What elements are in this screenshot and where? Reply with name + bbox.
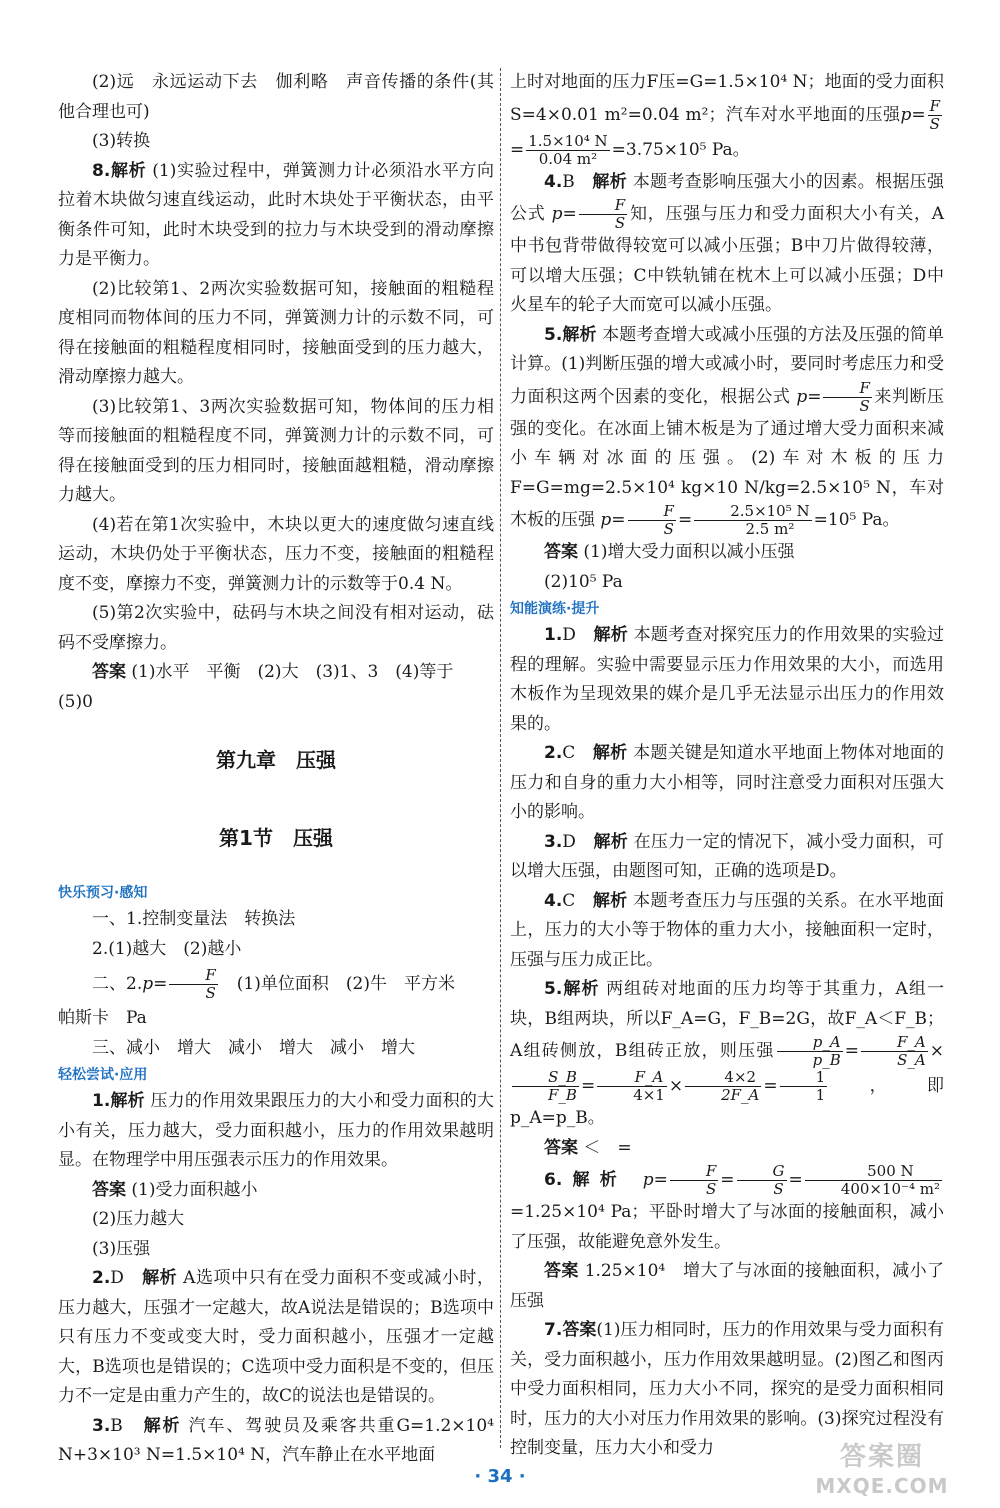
answer-line: (2)压力越大 — [92, 1209, 185, 1229]
analysis-label: 解析 — [110, 1091, 145, 1111]
fraction — [597, 1069, 667, 1104]
choice: D — [110, 1268, 124, 1288]
question-number: 1. — [92, 1091, 111, 1111]
question-number: 6. — [544, 1170, 563, 1190]
question-4: 4.B 解析 本题考查影响压强大小的因素。根据压强公式 p= $\frac{F}{S}$ 知，压强与压力和受力面积大小有关，A中书包背带做得较宽可以减小压强；B中刀片做得较薄，可以增大压强；C中铁轨铺在枕木上可以减小压强；D中火星车的轮子大而宽可以减小压强。 — [510, 171, 945, 315]
fraction — [737, 1163, 787, 1198]
numerator: G — [737, 1163, 787, 1181]
analysis-label: 解析 — [592, 171, 628, 192]
question-6: 6.解析 p= $\frac{F}{S}$ = $\frac{G}{S}$ = $\frac{500 N}{\text{400×10⁻⁴ m²}}$ =1.25×10⁴ Pa；平卧时增大了与冰面的接触面积，减小了压强，故能避免意外发生。 — [510, 1162, 944, 1252]
denominator: S — [929, 114, 940, 133]
watermark-line1: 答案圈 — [839, 1442, 924, 1472]
denominator: 2F_A — [721, 1086, 760, 1104]
answer-label: 答案 — [544, 1137, 578, 1158]
analysis-text: 压力的作用效果跟压力的大小和受力面积的大小有关，压力越大，受力面积越小，压力的作用效果越明显。在物理学中用压强表示压力的作用效果。 — [58, 1091, 495, 1170]
answer-label: 答案 — [544, 1261, 579, 1281]
denominator: 4×1 — [633, 1086, 665, 1104]
choice: B — [562, 171, 575, 192]
question-number: 8. — [92, 160, 111, 181]
section-title: 第1节 压强 — [219, 826, 333, 850]
analysis-text: 两组砖对地面的压力均等于其重力，A组一块，B组两块，所以F_A=G，F_B=2G，故F_A＜F_B；A组砖侧放，B组砖正放，则压强 — [510, 979, 945, 1061]
analysis-text: 汽车、驾驶员及乘客共重G=1.2×10⁴ N+3×10³ N=1.5×10⁴ N，汽车静止在水平地面 — [58, 1415, 494, 1465]
fraction — [823, 380, 871, 415]
numerator: F — [579, 197, 627, 215]
answer — [58, 658, 494, 688]
fraction — [169, 967, 217, 1002]
left-column — [58, 68, 494, 1471]
question-1 — [58, 1087, 494, 1176]
question-3 — [58, 1412, 494, 1471]
analysis-text: A选项中只有在受力面积不变或减小时，压力越大，压强才一定越大，故A说法是错误的；B选项中只有压力不变或变大时，受力面积越小，压强才一定越大，B选项也是错误的；C选项中受力面积是不变的，但压力不一定是由重力产生的，故C的说法也是错误的。 — [58, 1268, 494, 1406]
analysis-label: 解析 — [143, 1415, 182, 1436]
question-4 — [510, 887, 944, 976]
column-divider — [500, 68, 502, 1448]
result: =3.75×10⁵ Pa。 — [611, 139, 750, 160]
formula-line — [58, 964, 494, 1004]
analysis-text: 本题考查影响压强大小的因素。根据压强公式 — [510, 171, 945, 224]
chapter-title: 第九章 压强 — [216, 748, 336, 772]
fraction — [780, 1069, 828, 1104]
analysis-label: 解析 — [110, 160, 147, 181]
question-number: 5. — [544, 979, 563, 999]
fraction: $\frac{F}{S}$ — [628, 503, 676, 538]
choice: B — [110, 1415, 123, 1436]
question-2 — [510, 739, 944, 828]
analysis-text: 知，压强与压力和受力面积大小有关，A中书包背带做得较宽可以减小压强；B中刀片做得较薄，可以增大压强；C中铁轨铺在枕木上可以减小压强；D中火星车的轮子大而宽可以减小压强。 — [510, 204, 944, 315]
question-5: 5.解析 两组砖对地面的压力均等于其重力，A组一块，B组两块，所以F_A=G，F_B=2G，故F_A＜F_B；A组砖侧放，B组砖正放，则压强 $\frac{p\_A}{p\_B}$ = $\frac{F\_A}{S\_A}$ × $\frac{S\_B}{F\_B}$ = $\frac{F\_A}{4\times 1}$ × $\frac{4\times 2}{2F\_A}$ = $\frac{1}{1}$ ，即p_A=p_B。 — [510, 979, 945, 1128]
fraction — [526, 133, 609, 168]
choice: C — [562, 743, 576, 763]
answer-text: (1)增大受力面积以减小压强 — [583, 542, 795, 562]
answer-label: 答案 — [562, 1320, 597, 1340]
denominator: S — [205, 984, 216, 1002]
denominator: 400×10⁻⁴ m² — [840, 1180, 941, 1198]
denominator: p_B — [812, 1051, 841, 1069]
analysis-text: (1)实验过程中，弹簧测力计必须沿水平方向拉着木块做匀速直线运动，此时木块处于平衡状态，由平衡条件可知，此时木块受到的拉力与木块受到的滑动摩擦力是平衡力。 — [58, 160, 494, 269]
paragraph: 帕斯卡 Pa — [58, 1008, 147, 1028]
numerator: F_A — [861, 1034, 928, 1052]
paragraph: (2)比较第1、2两次实验数据可知，接触面的粗糙程度相同而物体间的压力不同，弹簧测力计的示数不同，可得在接触面的粗糙程度相同时，接触面受到的压力越大，滑动摩擦力越大。 — [58, 278, 494, 387]
paragraph: (3)比较第1、3两次实验数据可知，物体间的压力相等而接触面的粗糙程度不同，弹簧测力计的示数不同，可得在接触面受到的压力相同时，接触面越粗糙，滑动摩擦力越大。 — [58, 396, 494, 505]
question-number: 4. — [544, 171, 563, 192]
fraction — [861, 1034, 928, 1069]
item-label: 二、2. — [92, 974, 143, 994]
paragraph: (5)第2次实验中，砝码与木块之间没有相对运动，砝码不受摩擦力。 — [58, 603, 494, 653]
fraction — [579, 197, 627, 232]
numerator: S_B — [512, 1069, 579, 1087]
paragraph: 三、减小 增大 减小 增大 减小 增大 — [92, 1037, 415, 1058]
analysis-label: 解析 — [562, 979, 600, 999]
answer-text: (1)水平 平衡 (2)大 (3)1、3 (4)等于 — [131, 662, 454, 682]
analysis-text: 本题关键是知道水平地面上物体对地面的压力和自身的重力大小相等，同时注意受力面积对压强大小的影响。 — [510, 743, 945, 822]
numerator: F_A — [597, 1069, 667, 1087]
analysis-label: 解析 — [592, 890, 628, 911]
answer-text: (1)压力相同时，压力的作用效果与受力面积有关，受力面积越小，压力作用效果越明显。(2)图乙和图丙中受力面积相同，压力大小不同，探究的是受力面积相同时，压力的大小对压力作用效果的影响。(3)探究过程没有控制变量，压力大小和受力 — [510, 1320, 944, 1458]
fraction — [928, 98, 942, 133]
analysis-label: 解析 — [142, 1268, 178, 1288]
analysis-text: =1.25×10⁴ Pa；平卧时增大了与冰面的接触面积，减小了压强，故能避免意外发生。 — [510, 1202, 944, 1252]
analysis-text: 本题考查压力与压强的关系。在水平地面上，压力的大小等于物体的重力大小，接触面积一定时，压强与压力成正比。 — [510, 890, 945, 970]
question-3 — [510, 828, 944, 887]
answer-line: (2)10⁵ Pa — [544, 571, 623, 592]
analysis-label: 解析 — [562, 1170, 628, 1190]
section-heading: 快乐预习·感知 — [58, 885, 148, 901]
section-heading: 轻松尝试·应用 — [58, 1067, 148, 1083]
denominator: S — [614, 214, 626, 232]
section-heading: 知能演练·提升 — [510, 601, 600, 617]
denominator: S — [859, 396, 870, 415]
choice: D — [562, 625, 576, 645]
numerator: 500 N — [805, 1163, 942, 1181]
answer-line: (3)压强 — [92, 1238, 151, 1259]
answer-label: 答案 — [92, 1179, 126, 1200]
fraction — [670, 1163, 718, 1198]
answer — [510, 538, 944, 568]
denominator: S — [773, 1180, 784, 1198]
numerator: 4×2 — [685, 1069, 761, 1087]
result: =10⁵ Pa。 — [813, 510, 900, 530]
paragraph: 2.(1)越大 (2)越小 — [92, 938, 242, 959]
analysis-label: 解析 — [562, 324, 597, 345]
denominator: S_A — [897, 1051, 926, 1069]
question-number: 3. — [92, 1415, 111, 1436]
item-text: (1)单位面积 (2)牛 平方米 — [236, 974, 455, 994]
choice: D — [562, 831, 576, 852]
answer-text: (1)受力面积越小 — [131, 1179, 258, 1200]
numerator: F — [670, 1163, 718, 1181]
analysis-text: 本题考查增大或减小压强的方法及压强的简单计算。(1)判断压强的增大或减小时，要同时考虑压力和受力面积这两个因素的变化，根据公式 — [510, 324, 945, 407]
fraction — [512, 1069, 579, 1104]
numerator: p_A — [777, 1034, 843, 1052]
answer-text: 1.25×10⁴ 增大了与冰面的接触面积，减小了压强 — [510, 1261, 945, 1311]
answer — [58, 1176, 494, 1206]
denominator: 2.5 m² — [745, 520, 795, 538]
paragraph: (4)若在第1次实验中，木块以更大的速度做匀速直线运动，木块仍处于平衡状态，压力不变，接触面的粗糙程度不变，摩擦力不变，弹簧测力计的示数等于0.4 N。 — [58, 514, 494, 594]
numerator: 2.5×10⁵ N — [694, 503, 811, 521]
fraction — [777, 1034, 843, 1069]
answer-label: 答案 — [92, 662, 126, 682]
formula-p: p= — [142, 974, 168, 994]
paragraph: (3)转换 — [92, 131, 151, 151]
text: 上时对地面的压力F压=G=1.5×10⁴ N；地面的受力面积S=4×0.01 m²=0.04 m²；汽车对水平地面的压强 — [510, 72, 944, 125]
numerator: 1 — [780, 1069, 828, 1087]
numerator: F — [823, 380, 871, 398]
question-2 — [58, 1264, 494, 1412]
fraction — [685, 1069, 761, 1104]
question-number: 5. — [544, 324, 563, 345]
denominator: 1 — [815, 1086, 826, 1104]
question-number: 4. — [544, 890, 563, 911]
paragraph: 上时对地面的压力F压=G=1.5×10⁴ N；地面的受力面积S=4×0.01 m²=0.04 m²；汽车对水平地面的压强p= $\frac{F}{S}$ = $\frac{\text{1.5×10⁴ N}}{\text{0.04 m²}}$ =3.75×10⁵ Pa。 — [510, 72, 944, 168]
denominator: 0.04 m² — [538, 149, 598, 168]
question-8 — [58, 157, 494, 275]
watermark-line2: MXQE.COM — [815, 1474, 949, 1498]
formula-p: p= — [900, 104, 926, 125]
numerator: F — [169, 967, 217, 985]
watermark-logo — [782, 1440, 982, 1502]
paragraph: 一、1.控制变量法 转换法 — [92, 909, 296, 929]
answer-cont: (5)0 — [58, 691, 93, 712]
question-number: 1. — [544, 625, 563, 645]
denominator: S — [705, 1180, 717, 1198]
fraction — [694, 503, 811, 538]
analysis-label: 解析 — [592, 743, 628, 763]
analysis-text: 来判断压强的变化。在冰面上铺木板是为了通过增大受力面积来减小车辆对冰面的压强。(2)车对木板的压力F=G=mg=2.5×10⁴ kg×10 N/kg=2.5×10⁵ N，车对木板的压强 — [510, 386, 945, 530]
analysis-label: 解析 — [593, 625, 628, 645]
numerator: 1.5×10⁴ N — [528, 131, 608, 150]
question-1 — [510, 621, 944, 739]
paragraph: (2)远 永远运动下去 伽利略 声音传播的条件(其他合理也可) — [58, 72, 494, 122]
answer-text: ＜ = — [583, 1137, 632, 1158]
answer — [510, 1134, 944, 1164]
analysis-text: ，即p_A=p_B。 — [510, 1076, 944, 1128]
analysis-text: 本题考查对探究压力的作用效果的实验过程的理解。实验中需要显示压力作用效果的大小，而选用木板作为呈现效果的媒介是几乎无法显示出压力的作用效果的。 — [510, 625, 945, 734]
analysis-label: 解析 — [593, 831, 628, 852]
question-number: 2. — [544, 743, 563, 763]
analysis-text: 在压力一定的情况下，减小受力面积，可以增大压强，由题图可知，正确的选项是D。 — [510, 831, 945, 881]
answer — [510, 1257, 944, 1316]
right-column — [510, 68, 944, 1464]
question-5: 5.解析 本题考查增大或减小压强的方法及压强的简单计算。(1)判断压强的增大或减小时，要同时考虑压力和受力面积这两个因素的变化，根据公式 p= $\frac{F}{S}$ 来判断压强的变化。在冰面上铺木板是为了通过增大受力面积来减小车辆对冰面的压强。(2)车对木板的压力F=G=mg=2.5×10⁴ kg×10 N/kg=2.5×10⁵ N，车对木板的压强 p= $\frac{F}{S}$ = $\frac{\text{2.5×10⁵ N}}{\text{2.5 m²}}$ =10⁵ Pa。 — [510, 324, 945, 538]
question-number: 2. — [92, 1268, 111, 1288]
denominator: F_B — [548, 1086, 577, 1104]
numerator: F — [929, 96, 940, 115]
fraction — [805, 1163, 942, 1198]
choice: C — [562, 890, 576, 911]
question-number: 7. — [544, 1320, 563, 1340]
page-number: · 34 · — [474, 1466, 526, 1487]
question-number: 3. — [544, 831, 563, 852]
answer-label: 答案 — [544, 542, 578, 562]
